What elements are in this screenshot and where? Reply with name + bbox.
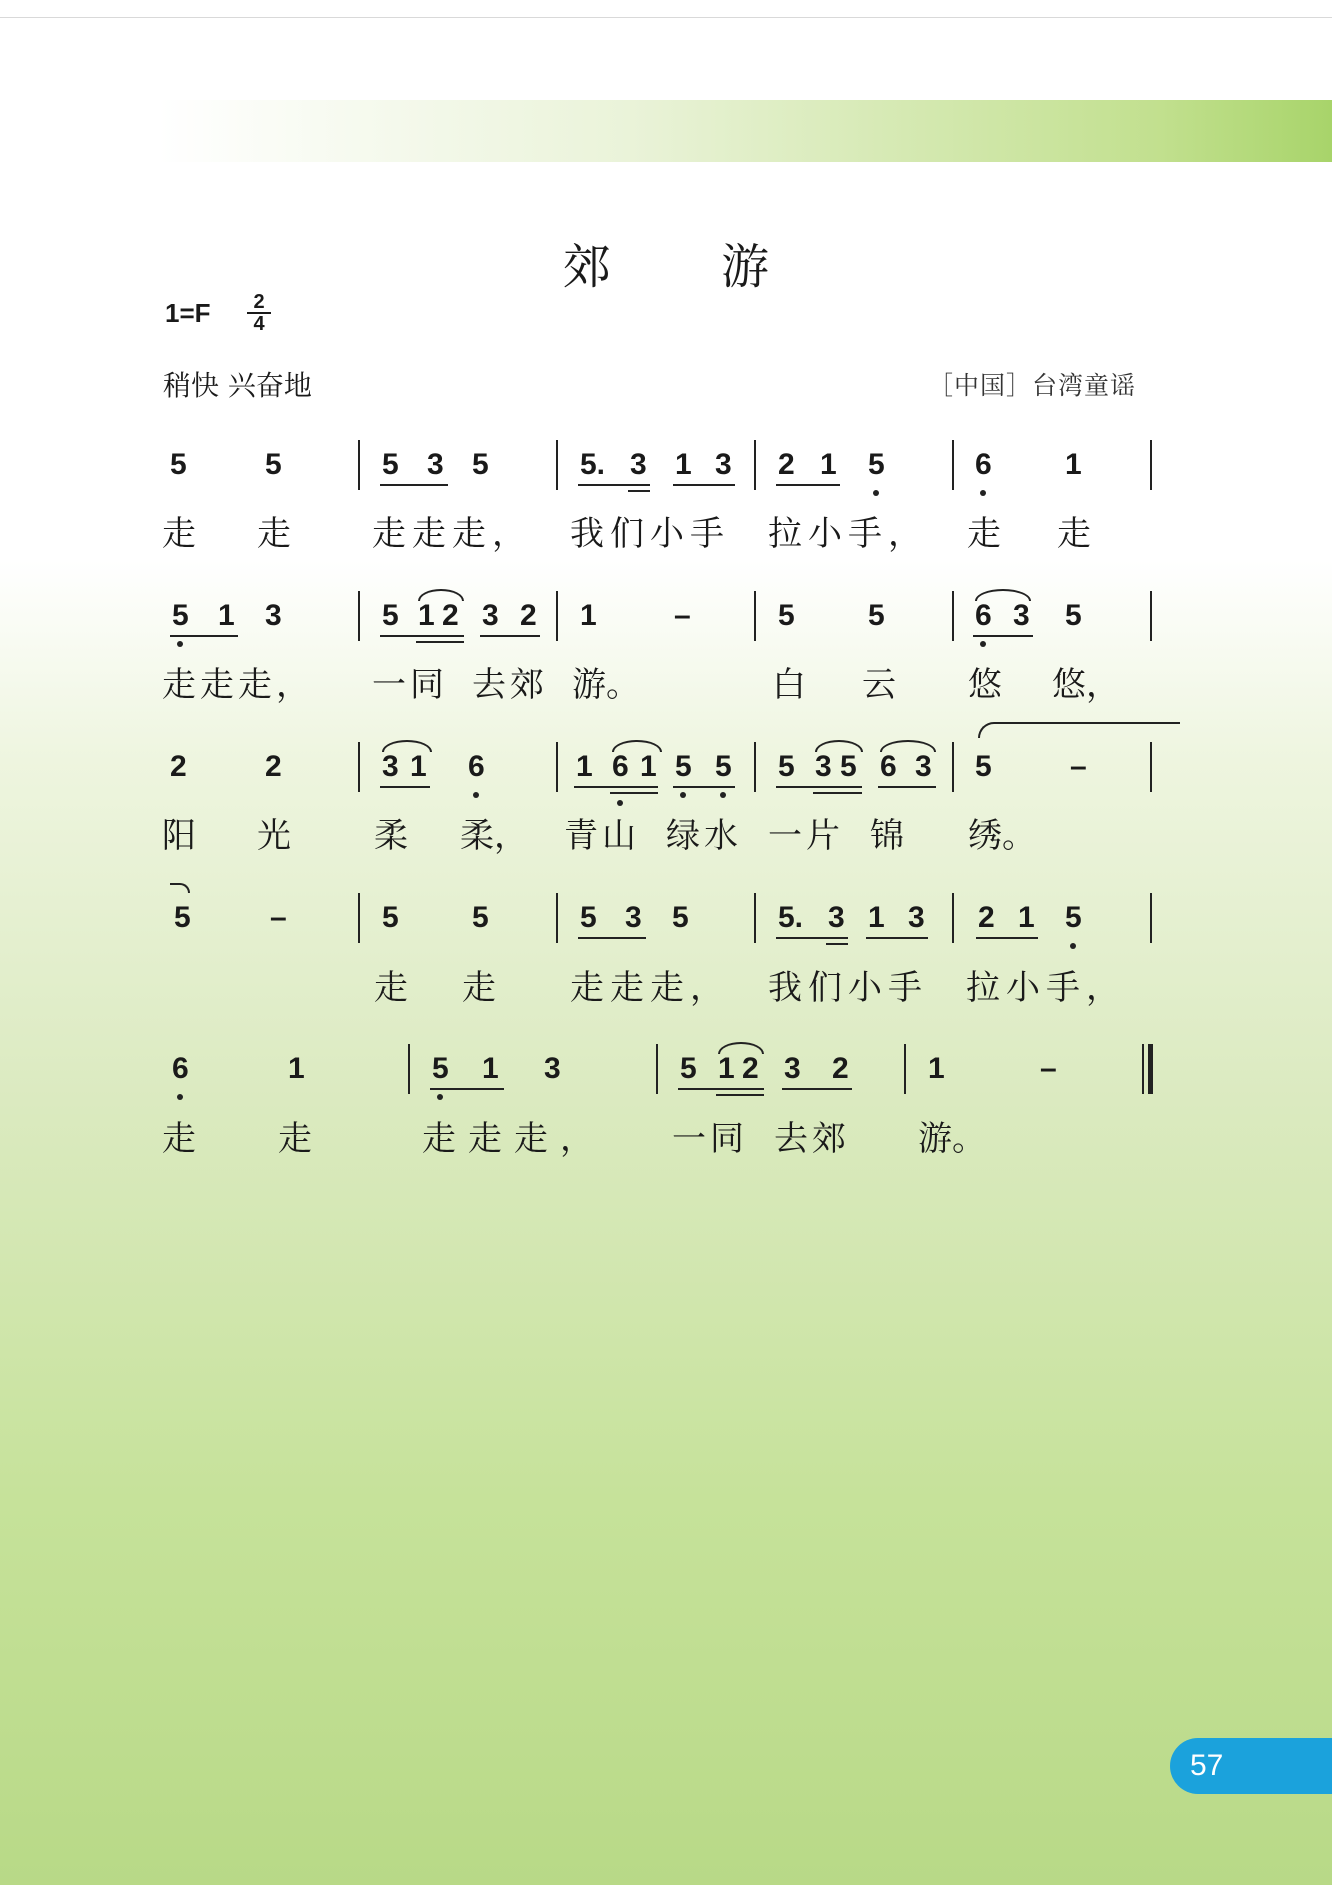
lyric: 拉小手， — [768, 514, 928, 554]
bar-line — [358, 440, 360, 490]
note: 1 — [288, 1052, 305, 1085]
bar-line — [408, 1044, 410, 1094]
note: 5. — [778, 901, 804, 934]
bar-line — [754, 742, 756, 792]
final-bar-thin — [1142, 1044, 1144, 1094]
note: 5 — [432, 1052, 449, 1085]
note: 1 — [1018, 901, 1035, 934]
note: 6 — [975, 599, 992, 632]
notation-line-5 — [160, 1044, 1160, 1100]
underline — [380, 484, 448, 486]
note: 2 — [742, 1052, 759, 1085]
lyric: 一同 — [672, 1119, 748, 1159]
note: 2 — [442, 599, 459, 632]
note: 5 — [472, 901, 489, 934]
note: 1 — [928, 1052, 945, 1085]
notation-line-2 — [160, 591, 1160, 647]
lyric: 一同 — [372, 665, 448, 705]
low-octave-dot — [437, 1094, 443, 1100]
note: 1 — [218, 599, 235, 632]
bar-line — [358, 742, 360, 792]
time-signature — [247, 292, 271, 334]
underline — [628, 490, 650, 492]
note: 2 — [778, 448, 795, 481]
bar-line — [556, 893, 558, 943]
note: 5 — [170, 448, 187, 481]
underline — [380, 786, 430, 788]
bar-line — [1150, 440, 1152, 490]
note: 3 — [630, 448, 647, 481]
note: 3 — [908, 901, 925, 934]
meter-bottom: 4 — [253, 313, 265, 335]
notation-line-3 — [160, 742, 1160, 798]
note: 5 — [172, 599, 189, 632]
underline — [866, 937, 928, 939]
note: 5 — [975, 750, 992, 783]
note: 5 — [672, 901, 689, 934]
note: 3 — [915, 750, 932, 783]
note: 5 — [680, 1052, 697, 1085]
low-octave-dot — [177, 641, 183, 647]
bar-line — [952, 591, 954, 641]
bar-line — [556, 440, 558, 490]
lyric: 云 — [862, 665, 896, 705]
note: 3 — [784, 1052, 801, 1085]
lyric: 光 — [257, 816, 291, 856]
note: 5 — [265, 448, 282, 481]
note: 5 — [382, 901, 399, 934]
underline — [480, 635, 540, 637]
note: 6 — [880, 750, 897, 783]
bar-line — [358, 893, 360, 943]
underline — [878, 786, 936, 788]
note: 5 — [1065, 599, 1082, 632]
note: 2 — [832, 1052, 849, 1085]
low-octave-dot — [720, 792, 726, 798]
note: 5 — [675, 750, 692, 783]
underline — [673, 484, 735, 486]
lyric: 青山 — [564, 816, 640, 856]
bar-line — [656, 1044, 658, 1094]
bar-line — [556, 742, 558, 792]
note: 1 — [580, 599, 597, 632]
note: 2 — [520, 599, 537, 632]
note: 3 — [625, 901, 642, 934]
note: 1 — [820, 448, 837, 481]
lyric: 走 — [1057, 514, 1091, 554]
key-signature: 1=F — [165, 298, 211, 328]
lyric: 去郊 — [774, 1119, 850, 1159]
lyric: 走 — [967, 514, 1001, 554]
low-octave-dot — [980, 641, 986, 647]
note: 6 — [468, 750, 485, 783]
note: 5. — [580, 448, 606, 481]
note: 6 — [172, 1052, 189, 1085]
low-octave-dot — [873, 490, 879, 496]
slur — [718, 1042, 764, 1054]
lyric: 游。 — [918, 1119, 986, 1159]
lyric: 拉小手， — [966, 968, 1126, 1008]
lyric: 阳 — [162, 816, 196, 856]
bar-line — [556, 591, 558, 641]
low-octave-dot — [617, 800, 623, 806]
bar-line — [952, 893, 954, 943]
low-octave-dot — [1070, 943, 1076, 949]
note: 2 — [170, 750, 187, 783]
bar-line — [754, 893, 756, 943]
underline — [416, 641, 464, 643]
lyric: 走走走， — [422, 1119, 606, 1159]
note: 5 — [382, 448, 399, 481]
note: 5 — [580, 901, 597, 934]
note: 2 — [978, 901, 995, 934]
lyric: 走走走， — [162, 665, 314, 705]
note: 5 — [868, 599, 885, 632]
note: 1 — [482, 1052, 499, 1085]
note: 5 — [715, 750, 732, 783]
bar-line — [1150, 742, 1152, 792]
note: 5 — [868, 448, 885, 481]
slur — [418, 589, 464, 601]
note: 5 — [472, 448, 489, 481]
note: 3 — [427, 448, 444, 481]
notation-line-1 — [160, 440, 1160, 496]
lyric: 走走走， — [372, 514, 532, 554]
lyric: 走走走， — [570, 968, 730, 1008]
underline — [673, 786, 735, 788]
underline — [776, 786, 862, 788]
note: 5 — [382, 599, 399, 632]
note: 5 — [1065, 901, 1082, 934]
note: – — [270, 901, 287, 934]
lyric: 绣。 — [968, 816, 1036, 856]
note: – — [674, 599, 691, 632]
lyric: 柔 — [374, 816, 408, 856]
note: 1 — [576, 750, 593, 783]
note: 3 — [815, 750, 832, 783]
bar-line — [1150, 591, 1152, 641]
slur — [382, 740, 432, 752]
tempo-marking: 稍快 兴奋地 — [163, 369, 312, 402]
tie — [978, 722, 1180, 738]
song-title: 郊游 — [562, 239, 879, 295]
underline — [716, 1094, 764, 1096]
song-origin: ［中国］台湾童谣 — [927, 371, 1136, 400]
header-banner — [158, 100, 1332, 162]
lyric: 走 — [374, 968, 408, 1008]
lyric: 悠 — [968, 665, 1002, 705]
slur — [880, 740, 936, 752]
underline — [678, 1088, 764, 1090]
bar-line — [1150, 893, 1152, 943]
lyric: 锦 — [870, 816, 904, 856]
underline — [813, 792, 862, 794]
underline — [578, 937, 646, 939]
lyric: 悠， — [1052, 665, 1120, 705]
page-number: 57 — [1170, 1738, 1332, 1794]
underline — [574, 786, 658, 788]
note: 5 — [778, 750, 795, 783]
notation-line-4 — [160, 893, 1160, 949]
note: 1 — [1065, 448, 1082, 481]
lyric: 走 — [162, 1119, 196, 1159]
top-rule — [0, 17, 1332, 18]
note: 6 — [612, 750, 629, 783]
lyric: 走 — [257, 514, 291, 554]
lyric: 游。 — [572, 665, 640, 705]
underline — [610, 792, 658, 794]
note: 3 — [482, 599, 499, 632]
underline — [976, 937, 1038, 939]
underline — [430, 1088, 504, 1090]
note: 3 — [715, 448, 732, 481]
bar-line — [754, 440, 756, 490]
lyric: 白 — [772, 665, 806, 705]
lyric: 走 — [278, 1119, 312, 1159]
underline — [782, 1088, 852, 1090]
note: 5 — [840, 750, 857, 783]
bar-line — [358, 591, 360, 641]
meter-top: 2 — [247, 292, 271, 314]
final-bar-thick — [1148, 1044, 1153, 1094]
lyric: 一片 — [768, 816, 844, 856]
note: 1 — [410, 750, 427, 783]
bar-line — [952, 440, 954, 490]
slur — [612, 740, 662, 752]
note: 3 — [1013, 599, 1030, 632]
bar-line — [754, 591, 756, 641]
note: 3 — [265, 599, 282, 632]
note: 5 — [174, 901, 191, 934]
tie-end — [170, 883, 190, 893]
note: – — [1040, 1052, 1057, 1085]
note: 6 — [975, 448, 992, 481]
lyric: 走 — [162, 514, 196, 554]
note: – — [1070, 750, 1087, 783]
note: 3 — [828, 901, 845, 934]
low-octave-dot — [473, 792, 479, 798]
note: 3 — [382, 750, 399, 783]
underline — [776, 484, 840, 486]
underline — [380, 635, 464, 637]
lyric: 走 — [462, 968, 496, 1008]
note: 1 — [868, 901, 885, 934]
lyric: 我们小手 — [768, 968, 928, 1008]
lyric: 去郊 — [472, 665, 548, 705]
low-octave-dot — [177, 1094, 183, 1100]
lyric: 绿水 — [666, 816, 742, 856]
underline — [170, 635, 238, 637]
slur — [975, 589, 1031, 601]
lyric: 我们小手 — [570, 514, 730, 554]
underline — [826, 943, 848, 945]
lyric: 柔， — [460, 816, 528, 856]
note: 1 — [675, 448, 692, 481]
underline — [973, 635, 1033, 637]
low-octave-dot — [980, 490, 986, 496]
note: 1 — [418, 599, 435, 632]
note: 3 — [544, 1052, 561, 1085]
low-octave-dot — [680, 792, 686, 798]
underline — [776, 937, 848, 939]
note: 1 — [718, 1052, 735, 1085]
underline — [578, 484, 650, 486]
note: 1 — [640, 750, 657, 783]
note: 2 — [265, 750, 282, 783]
note: 5 — [778, 599, 795, 632]
bar-line — [952, 742, 954, 792]
bar-line — [904, 1044, 906, 1094]
slur — [815, 740, 863, 752]
